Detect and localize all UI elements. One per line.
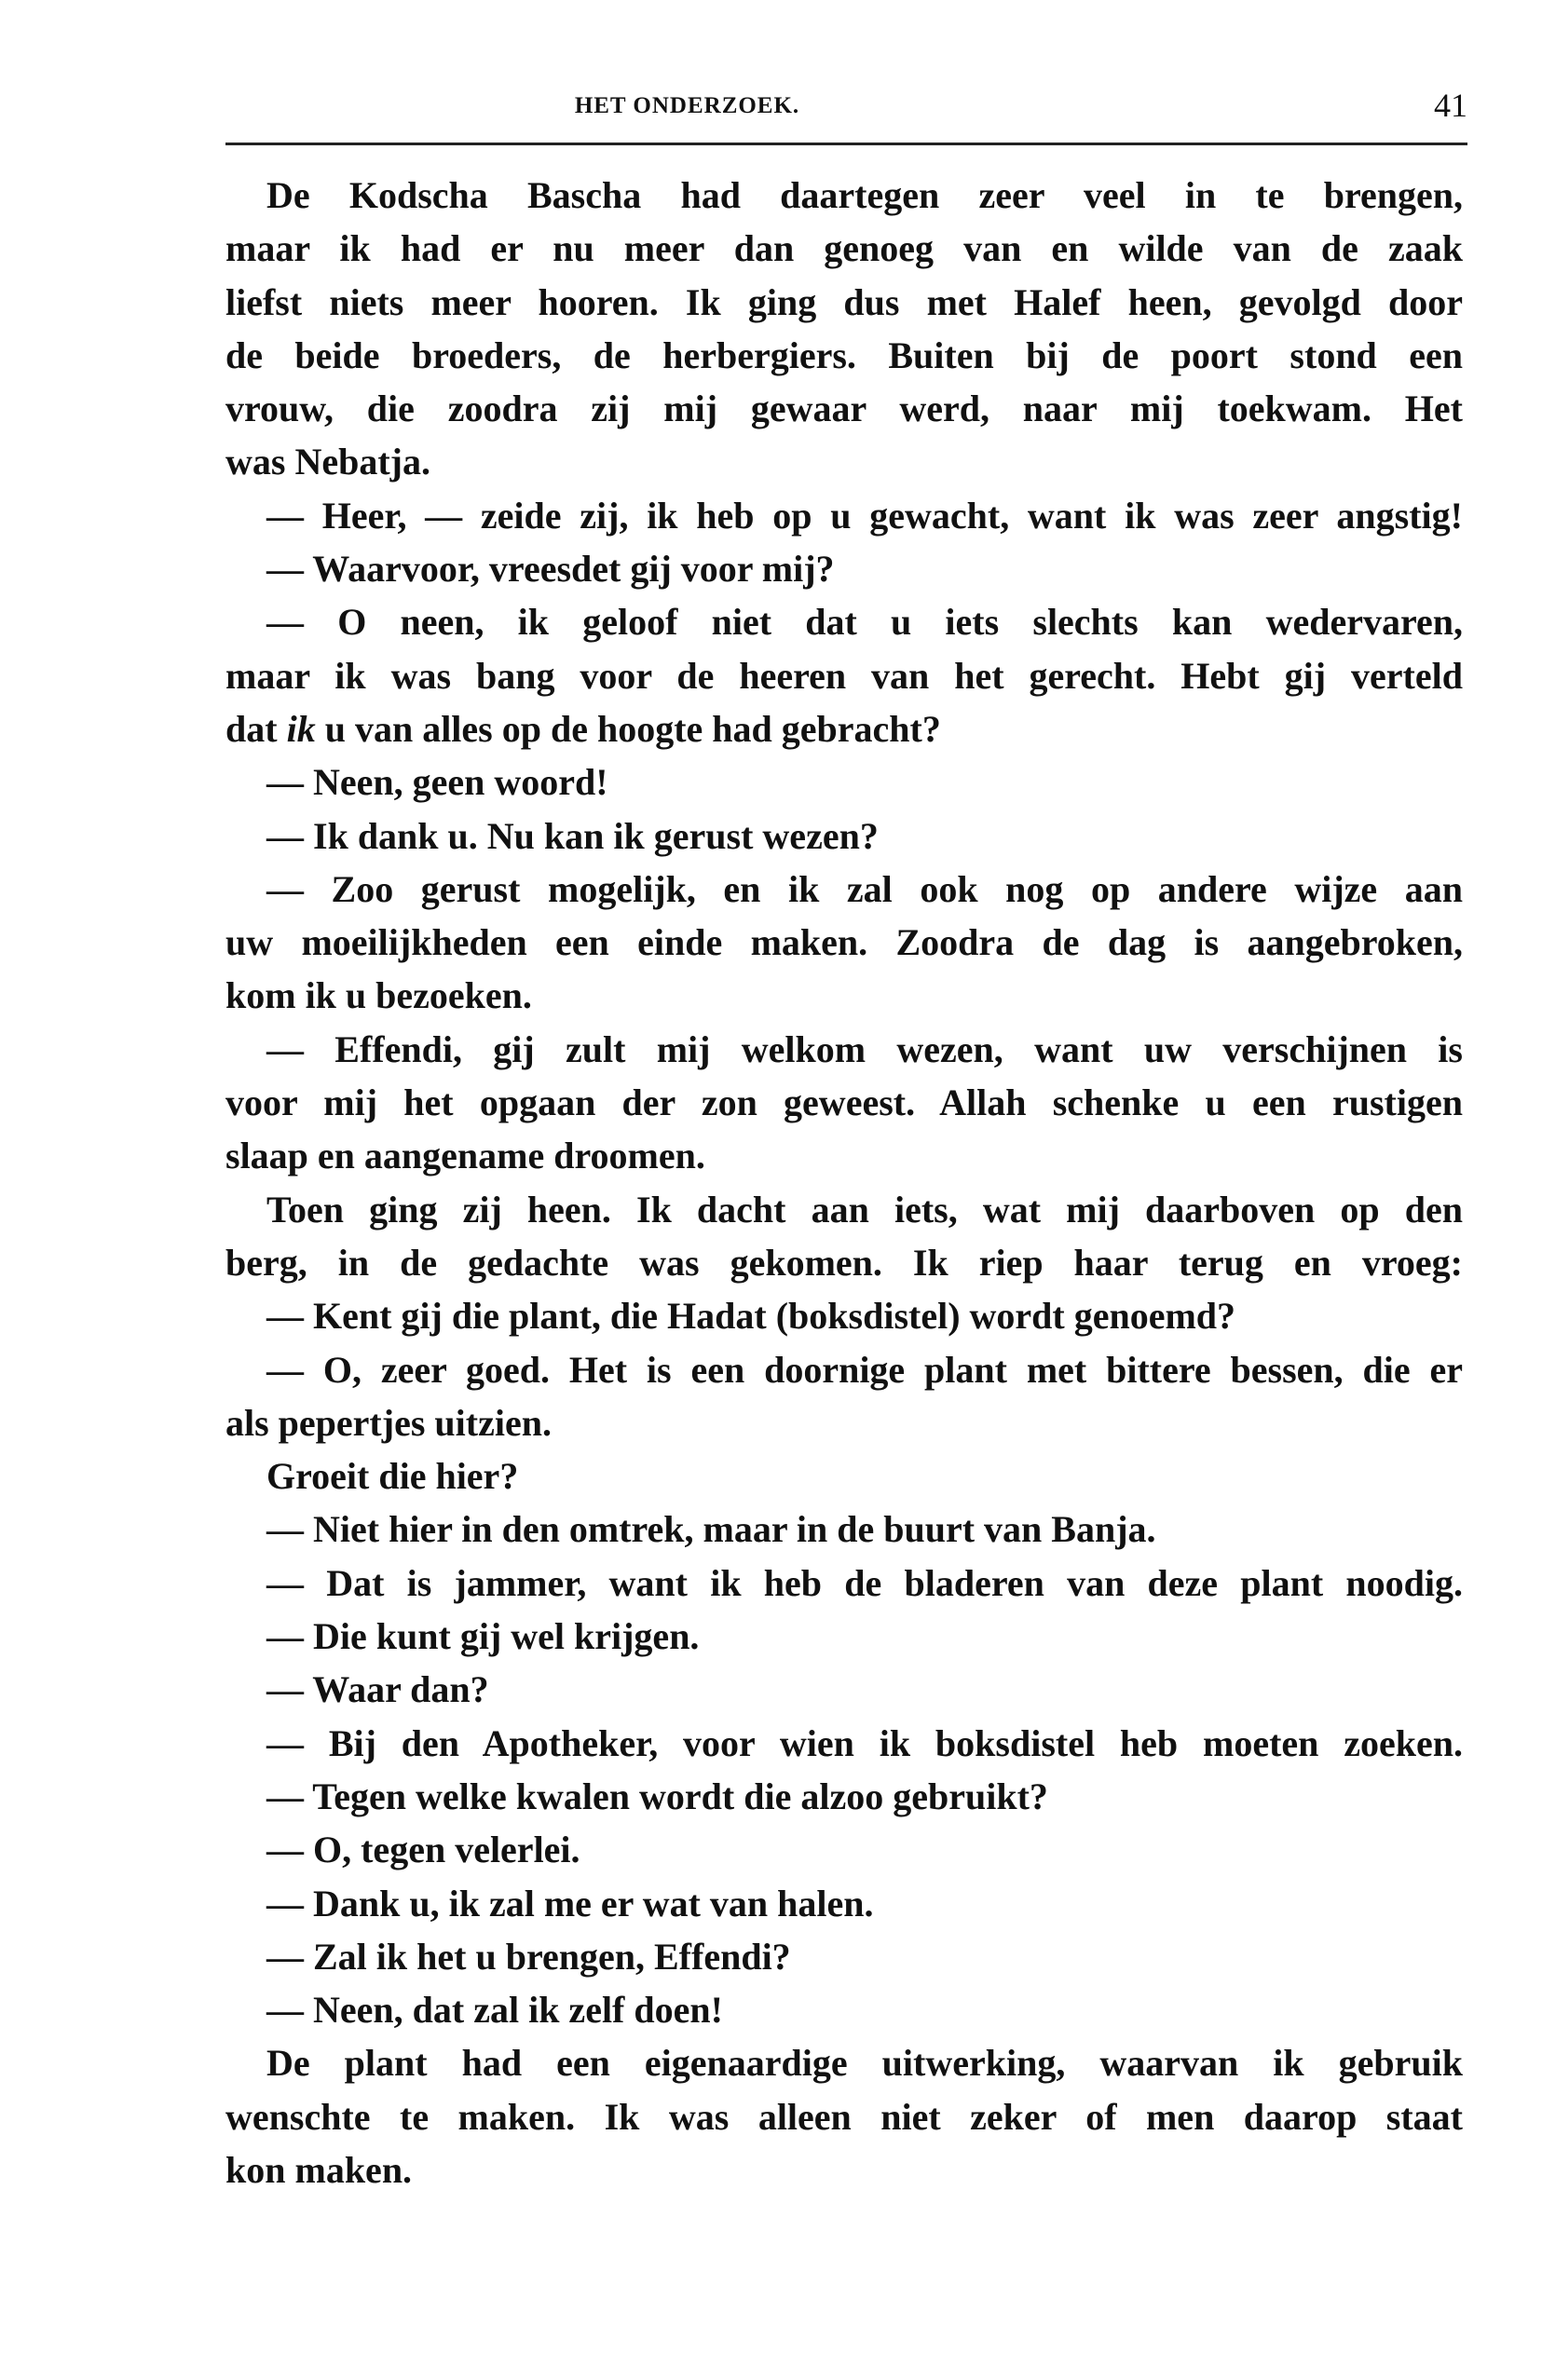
text-line: — Waarvoor, vreesdet gij voor mij?	[266, 548, 835, 591]
text-line	[225, 702, 1463, 755]
text-line: — Neen, geen woord!	[266, 761, 608, 804]
text-line: — Tegen welke kwalen wordt die alzoo gebruikt?	[266, 1775, 1048, 1817]
page-number: 41	[1434, 87, 1467, 124]
text-line: — O, zeer goed. Het is een doornige plant met bittere bessen, die er	[266, 1348, 1463, 1391]
text-line: als pepertjes uitzien.	[225, 1401, 552, 1444]
text-line: kom ik u bezoeken.	[225, 974, 532, 1017]
text-line: slaap en aangename droomen.	[225, 1135, 705, 1177]
text-line: — Waar dan?	[266, 1668, 489, 1711]
running-header-title: HET ONDERZOEK.	[574, 93, 800, 118]
text-line: wenschte te maken. Ik was alleen niet zeker of men daarop staat	[225, 2095, 1463, 2138]
text-line: — Zal ik het u brengen, Effendi?	[266, 1935, 791, 1978]
text-line: berg, in de gedachte was gekomen. Ik riep haar terug en vroeg:	[225, 1241, 1463, 1284]
text-line: — Heer, — zeide zij, ik heb op u gewacht, want ik was zeer angstig!	[266, 494, 1463, 537]
text-line: — Niet hier in den omtrek, maar in de buurt van Banja.	[266, 1508, 1156, 1551]
text-line: maar ik was bang voor de heeren van het gerecht. Hebt gij verteld	[225, 654, 1463, 697]
text-line: — Dank u, ik zal me er wat van halen.	[266, 1882, 874, 1924]
text-line: — Effendi, gij zult mij welkom wezen, want uw verschijnen is	[266, 1027, 1463, 1070]
text-line: Toen ging zij heen. Ik dacht aan iets, wat mij daarboven op den	[266, 1188, 1463, 1231]
text-line: — O neen, ik geloof niet dat u iets slechts kan wedervaren,	[266, 601, 1463, 644]
text-segment: u van alles op de hoogte had gebracht?	[315, 707, 941, 750]
text-line: — Neen, dat zal ik zelf doen!	[266, 1989, 723, 2032]
text-line: — Die kunt gij wel krijgen.	[266, 1615, 700, 1658]
text-line: De Kodscha Bascha had daartegen zeer veel in te brengen,	[266, 174, 1463, 216]
text-segment: dat	[225, 707, 287, 750]
italic-segment: ik	[286, 707, 316, 750]
text-line: Groeit die hier?	[266, 1455, 519, 1498]
text-line: — Zoo gerust mogelijk, en ik zal ook nog op andere wijze aan	[266, 867, 1463, 910]
text-line: was Nebatja.	[225, 441, 430, 483]
text-line: uw moeilijkheden een einde maken. Zoodra de dag is aangebroken,	[225, 921, 1463, 964]
text-line: — Bij den Apotheker, voor wien ik boksdistel heb moeten zoeken.	[266, 1721, 1463, 1764]
text-line: — Kent gij die plant, die Hadat (boksdistel) wordt genoemd?	[266, 1295, 1236, 1338]
text-line: De plant had een eigenaardige uitwerking, waarvan ik gebruik	[266, 2042, 1463, 2085]
header-rule	[225, 143, 1467, 145]
text-line: kon maken.	[225, 2148, 413, 2191]
text-line: — Ik dank u. Nu kan ik gerust wezen?	[266, 814, 879, 857]
text-line: de beide broeders, de herbergiers. Buiten bij de poort stond een	[225, 333, 1463, 376]
text-line: vrouw, die zoodra zij mij gewaar werd, naar mij toekwam. Het	[225, 388, 1463, 430]
text-line: — Dat is jammer, want ik heb de bladeren van deze plant noodig.	[266, 1561, 1463, 1604]
body-text	[225, 169, 1463, 2196]
text-line: liefst niets meer hooren. Ik ging dus met Halef heen, gevolgd door	[225, 280, 1463, 323]
text-line: — O, tegen velerlei.	[266, 1829, 580, 1871]
text-line: voor mij het opgaan der zon geweest. Allah schenke u een rustigen	[225, 1081, 1463, 1124]
text-line: maar ik had er nu meer dan genoeg van en wilde van de zaak	[225, 227, 1463, 270]
